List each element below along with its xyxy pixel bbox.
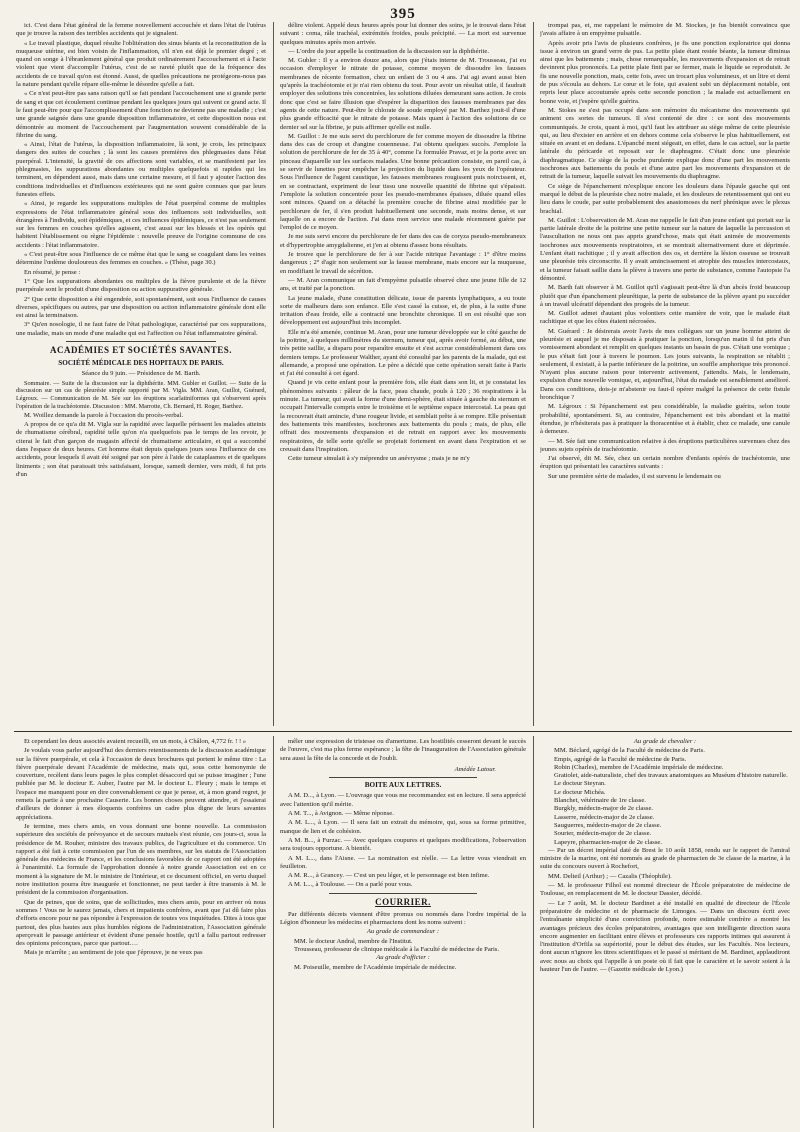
grade-heading: Au grade d'officier : bbox=[376, 954, 430, 962]
paragraph: — Par un décret impérial daté de Brest le 10 août 1858, rendu sur le rapport de l'amiral ministre de la marine, ont été nommés au grade de pharmacien de 3e classe de la marine, à la suite du concours ouvert à Rochefort, bbox=[540, 846, 790, 871]
list-item: Empis, agrégé de la Faculté de médecine de Paris. bbox=[554, 755, 687, 763]
grade-list bbox=[280, 938, 526, 955]
paragraph: M. Guillot : Je me suis servi du perchlorure de fer comme moyen de dissoudre la fibrine dans des cas de croup et d'angine couenneuse. J'ai obtenu quelques succès. J'emploie la solution de perchlorure de fer de 35 à 40°, comme l'a formulée Pravaz, et je la porte avec un pinceau d'aquarelle sur les surfaces malades. Une bonne précaution consiste, en pareil cas, à se servir de lunettes pour empêcher la projection du liquide dans les yeux de l'opérateur. Sous l'influence de l'agent caustique, les fausses membranes rougissent puis noircissent, et, en se contractant, expriment de leur tissu une nouvelle quantité de fibrine qui s'épaissit. J'emploie la solution concentrée pour les pseudo-membranes épaisses, diluée quand elles sont minces. Quand on a détaché la première couche de fibrine ainsi modifiée par le perchlorure de fer, il s'en produit habituellement une seconde, mais moins dense, et sur laquelle on a encore de l'action. J'ai dans mon service une malade récemment guérie par l'emploi de ce moyen. bbox=[280, 132, 526, 232]
top-column-1 bbox=[16, 22, 266, 724]
divider bbox=[329, 893, 477, 894]
paragraph: A propos de ce qu'a dit M. Vigla sur la rapidité avec laquelle périssent les malades atteints de rhumatisme cérébral, rapidité telle qu'on n'a quelquefois pas le temps de les revoir, je citerai le fait d'un garçon de magasin affecté de rhumatisme articulaire, et qui a succombé dans l'espace de deux heures. Cet homme était depuis quelques jours sous l'influence de ces accidents, pour lesquels il avait été soigné par son père à l'aide de cataplasmes et de quelques liniments ; son état paraissait très satisfaisant, lorsque, samedi dernier, vers midi, il fut pris d'un bbox=[16, 421, 266, 478]
letter: A M. T..., à Avignon. — Même réponse. bbox=[288, 810, 394, 818]
paragraph: M. Guérard : Je désirerais avoir l'avis de mes collègues sur un jeune homme atteint de pleurésie et auquel je me disposais à pratiquer la ponction, lorsqu'un matin il fut pris d'un vomissement abondant et remplit en quelques instants un bassin de pus. C'était une vomique ; le pus s'était fait jour à travers le poumon. Les jours suivants, la respiration se rétablit ; seulement, il existait, à la partie inférieure de la poitrine, un souffle amphorique très prononcé. N'ayant plus aucune raison pour intervenir activement, j'attendis. Mais, le lendemain, expulsion d'une nouvelle vomique, et, aujourd'hui, l'état du malade est sensiblement amélioré. Dans ces conditions, dois-je m'abstenir ou faut-il opérer malgré la présence de cette fistule bronchique ? bbox=[540, 327, 790, 402]
list-item: Le docteur Steyran. bbox=[554, 780, 606, 788]
paragraph: M. Gubler : Il y a environ douze ans, alors que j'étais interne de M. Trousseau, j'ai eu occasion d'employer le nitrate de potasse, comme moyen de dissoudre les fausses membranes de récente formation, chez un enfant de 3 ou 4 ans. J'ai agi avant aussi bien qu'après la trachéotomie et je n'ai rien obtenu du tout. Pour avoir un résultat utile, il faudrait employer des solutions très concentrées, les solutions diluées demeurant sans action. Je crois donc que c'est se faire illusion que d'espérer la disparition des fausses membranes par des agents de cette nature. Peut-être le chlorate de soude employé par M. Barthez jouit-il d'une plus grande efficacité que le nitrate de potasse. Mais quant à l'action des solutions de ce dernier sel sur la fibrine, je puis affirmer qu'elle est nulle. bbox=[280, 57, 526, 131]
list-item: Lapeyre, pharmacien-major de 2e classe. bbox=[554, 838, 663, 846]
paragraph: M. Woillez demande la parole à l'occasion du procès-verbal. bbox=[24, 411, 184, 419]
bottom-column-2 bbox=[280, 738, 526, 1128]
paragraph: La jeune malade, d'une constitution délicate, issue de parents lymphatiques, a eu toute sorte de malheurs dans son enfance. Elle s'est cassé la cuisse, et, de plus, à la suite d'une irritation d'eau froide, elle a contracté une bronchite chronique. Il en est résulté que son développement est aujourd'hui très incomplet. bbox=[280, 294, 526, 327]
society-title: SOCIÉTÉ MÉDICALE DES HOPITAUX DE PARIS. bbox=[58, 358, 224, 367]
grade-heading: Au grade de commandeur : bbox=[366, 928, 440, 936]
paragraph: M. Stokes ne s'est pas occupé dans son mémoire du mécanisme des mouvements qui animent ces sortes de tumeurs. Il s'est contenté de dire : ce sont des mouvements communiqués. Je crois, quant à moi, qu'il faut les attribuer au siège même de cette pleurésie qui, au lieu d'exister en arrière et en dehors comme cela s'observe le plus habituellement, est située en avant et en dedans. L'épanché ment siégeait, en effet, dans le cas actuel, sur la partie latérale du péricarde et reposait sur le diaphragme. C'était donc une pleurésie diaphragmatique. Ce siège de la poche purulente explique donc d'une part les mouvements isochrones aux battements du pouls et d'une autre part les mouvements d'expansion et de retrait de la tumeur, laquelle suivait les mouvements du diaphragme. bbox=[540, 106, 790, 181]
list-item: MM. le docteur Andral, membre de l'Institut. bbox=[294, 937, 413, 945]
page-number: 395 bbox=[390, 6, 416, 22]
top-column-3 bbox=[540, 22, 790, 724]
letter: A M. L..., à Lyon. — Il sera fait un extrait du mémoire, qui, sous sa forme primitive, manque de lien et de cohésion. bbox=[280, 819, 526, 835]
signature: Amédée Latour. bbox=[454, 765, 496, 773]
letter: A M. B..., à Furzac. — Avec quelques coupures et quelques modifications, l'observation sera toujours opportune. A bientôt. bbox=[280, 836, 526, 853]
list-item: Le docteur Michéa. bbox=[554, 788, 606, 796]
paragraph: — Le 7 août, M. le docteur Bardinet a été installé en qualité de directeur de l'École préparatoire de médecine et de pharmacie de Limoges. — Dans un discours écrit avec l'entraînante simplicité d'une conviction profonde, notre estimable confrère a montré les avantages précieux des écoles préparatoires, avantages que son intelligente direction saura encore augmenter en facilitant entre élèves et professeurs ces rapports intimes qui assurent à l'institution d'Orfila sa supériorité, pour le début des études, sur les Facultés. Nos lecteurs, dont aucun n'ignore les titres scientifiques et le passé si méritant de M. Bardinet, applaudiront avec nous au choix qui l'appelle à un poste où il fait que le caractère et le savoir soient à la hauteur l'un de l'autre. — (Gazette médicale de Lyon.) bbox=[540, 899, 790, 974]
letter: A M. L..., dans l'Aisne. — La nomination est réelle. — La lettre vous viendrait en feuilleton. bbox=[280, 854, 526, 870]
column-rule bbox=[273, 22, 274, 726]
paragraph: Quand je vis cette enfant pour la première fois, elle était dans son lit, et je constatai les phénomènes suivants : pâleur de la face, peau chaude, pouls à 120 ; 36 respirations à la minute. La tumeur, qui avait la forme d'une demi-sphère, était située à gauche du sternum et occupait l'intervalle compris entre le troisième et le septième espace intercostal. La peau qui la recouvrait était amincie, d'une rougeur livide, et semblait prête à se rompre. Elle présentait des battements très manifestes, isochrones aux battements du pouls ; mais, de plus, elle offrait des mouvements d'expansion et de retrait en rapport avec les mouvements respiratoires, de telle sorte qu'elle se projetait fortement en avant dans l'expiration et se creusait dans l'inspiration. bbox=[280, 379, 526, 453]
grade-list bbox=[540, 747, 790, 847]
session-line: Séance du 9 juin. — Présidence de M. Barth. bbox=[81, 370, 201, 378]
paragraph: 2° Que cette disposition a été engendrée, soit spontanément, soit sous l'influence de causes diverses, spécifiques ou autres, par une disposition ou action inflammatoire générale dont elle est ainsi la terminaison. bbox=[16, 295, 266, 320]
list-item: Blanchet, vétérinaire de 1re classe. bbox=[554, 797, 646, 805]
top-column-2 bbox=[280, 22, 526, 724]
letter: A M. R..., à Grancey. — C'est un peu léger, et le personnage est bien infime. bbox=[288, 872, 490, 880]
letter: A M. D..., à Lyon. — L'ouvrage que vous me recommandez est en lecture. Il sera apprécié avec l'attention qu'il mérite. bbox=[280, 792, 526, 808]
paragraph: « Le travail plastique, duquel résulte l'oblitération des sinus béants et la reconstitution de la muqueuse utérine, est bien voisin de l'inflammation, s'il n'en est déjà le premier degré ; et quand on songe à l'ébranlement général que produit ordinairement l'accouchement et à l'acte violent que vient d'accomplir l'utérus, c'est de se rareté plutôt que de la fréquence des accidents de ce travail qu'on est étonné. Aussi, de quelles précautions ne protégeons-nous pas la nature pendant qu'elle répare elle-même le désordre qu'elle a fait. bbox=[16, 39, 266, 89]
paragraph: Je termine, mes chers amis, en vous donnant une bonne nouvelle. La commission supérieure des sociétés de prévoyance et de secours mutuels s'est réunie, ces jours-ci, sous la présidence de M. Rouher, ministre des travaux publics, de l'agriculture et du commerce. Un rapport a été fait à cette commission par l'un de ses membres, sur les statuts de l'Association générale des médecins de France, et les conclusions favorables de ce rapport ont été adoptées à l'unanimité. La formule de l'approbation donnée à notre grande Association est en ce moment à la signature de M. le ministre de l'intérieur, et ce document officiel, en vertu duquel notre institution pourra être inaugurée et fonctionner, ne peut tarder à être transmis à M. le président de la commission d'organisation. bbox=[16, 822, 266, 897]
paragraph: Je me suis servi encore du perchlorure de fer dans des cas de coryza pseudo-membraneux et d'hypertrophie amygdalienne, et j'en ai obtenu d'assez bons résultats. bbox=[280, 233, 526, 249]
list-item: Lasserre, médecin-major de 2e classe. bbox=[554, 813, 655, 821]
paragraph: Je voulais vous parler aujourd'hui des derniers retentissements de la discussion académique sur la fièvre puerpérale, et cela à l'occasion de deux brochures qui portent le même titre : La fièvre puerpérale devant l'Académie de médecine, mais qui, sous cette homonymie de couverture, recèlent dans leurs pages le plus complet désaccord qui se puisse imaginer ; l'une publiée par M. le docteur E. Auber, l'autre par M. le docteur L. Fleury ; mais le temps et l'espace me manquent pour en dire convenablement ce que je pense, et, à mon grand regret, je remets la partie à une prochaine Causerie. Les bonnes choses peuvent attendre, et j'essaierai d'ailleurs de donner à mes éloquents confrères un cadre plus digne de leurs savantes appréciations. bbox=[16, 747, 266, 821]
column-rule bbox=[273, 736, 274, 1128]
paragraph: mêler une expression de tristesse ou d'amertume. Les hostilités cesseront devant le succès de l'œuvre, c'est ma plus ferme espérance ; la fête de l'inauguration de l'Association générale sera aussi la fête de la concorde et de l'oubli. bbox=[280, 738, 526, 762]
paragraph: Sur une première série de malades, il est survenu le lendemain ou bbox=[548, 472, 721, 480]
paragraph: Par différents décrets viennent d'être promus ou nommés dans l'ordre impérial de la Légion d'honneur les médecins et pharmaciens dont les noms suivent : bbox=[280, 910, 526, 927]
divider bbox=[66, 341, 216, 342]
section-title: ACADÉMIES ET SOCIÉTÉS SAVANTES. bbox=[49, 344, 233, 355]
paragraph: MM. Delteil (Arthur) ; — Cazalis (Théophile). bbox=[548, 872, 672, 880]
paragraph: — L'ordre du jour appelle la continuation de la discussion sur la diphthérite. bbox=[288, 47, 489, 55]
paragraph: « Ainsi, je regarde les suppurations multiples de l'état puerpéral comme de multiples expressions de l'état inflammatoire général sous des influences soit individuelles, soit étrangères à l'individu, soit épidémiques, et ces influences épidémiques, ce n'est pas seulement sur les femmes en couches qu'elles agissent, c'est aussi sur les blessés et les opérés qui habitent l'établissement ou règne l'épidémie : nouvelle preuve de l'origine commune de ces accidents : l'état inflammatoire. bbox=[16, 200, 266, 249]
paragraph: délire violent. Appelé deux heures après pour lui donner des soins, je le trouvai dans l'état suivant : coma, râle trachéal, extrémités froides, pouls précipité. — La mort est survenue quelques minutes après mon arrivée. bbox=[280, 22, 526, 46]
paragraph: — M. le professeur Filhol est nommé directeur de l'École préparatoire de médecine de Toulouse, en remplacement de M. le docteur Dassier, décédé. bbox=[540, 882, 790, 898]
grade-heading: Au grade de chevalier : bbox=[633, 738, 697, 745]
paragraph: 1° Que les suppurations abondantes ou multiples de la fièvre purulente et de la fièvre puerpérale sont le produit d'une disposition ou action suppurative générale. bbox=[16, 277, 266, 294]
paragraph: « Ainsi, l'état de l'utérus, la disposition inflammatoire, là sont, je crois, les principaux dangers des suites de couches ; là sont les causes premières des phlegmasies dans l'état puerpéral. L'intensité, la gravité de ces affections sont variables, et se manifestent par les phlegmasies, les suppurations abondantes ou multiples quelquefois si rapides qui les terminent, en dépendent aussi, mais dans une certaine mesure, et il faut y ajouter l'action des conditions individuelles et d'influences extérieures qui ne sont guère connues que par leurs funestes effets. bbox=[16, 141, 266, 198]
paragraph: J'ai observé, dit M. Sée, chez un certain nombre d'enfants opérés de trachéotomie, une éruption qui présentait les caractères suivants : bbox=[540, 455, 790, 471]
paragraph: ici. C'est dans l'état général de la femme nouvellement accouchée et dans l'état de l'utérus que je trouve la raison des terribles accidents qui je signalent. bbox=[16, 22, 266, 38]
paragraph: En résumé, je pense : bbox=[24, 268, 81, 276]
grade-list bbox=[280, 964, 526, 972]
divider bbox=[329, 777, 477, 778]
paragraph: M. Barth fait observer à M. Guillot qu'il s'agissait peut-être là d'un abcès froid beaucoup plutôt que d'un épanchement pleurétique, la perte de substance de la plèvre ayant pu succéder à un travail ulcératif dépendant des progrès de la tumeur. bbox=[540, 284, 790, 308]
column-rule bbox=[533, 736, 534, 1128]
paragraph: Cette tumeur simulait à s'y méprendre un anévrysme ; mais je ne m'y bbox=[288, 455, 470, 463]
paragraph: Je trouve que le perchlorure de fer à sur l'acide nitrique l'avantage : 1° d'être moins dangereux ; 2° d'agir non seulement sur la fausse membrane, mais encore sur la muqueuse, en modifiant le travail de sécrétion. bbox=[280, 251, 526, 275]
paragraph: Et cependant les deux associés avaient recueilli, en un mois, à Châlon, 4,772 fr. ! ! » bbox=[24, 738, 247, 745]
feuilleton-divider bbox=[14, 731, 792, 732]
paragraph: Ce siège de l'épanchement m'explique encore les douleurs dans l'épaule gauche qui ont marqué le début de la pleurésie chez notre malade, et les douleurs de retentissement qui ont eu lieu dans le coude, par suite probablement des anastomoses du nerf phrénique avec le plexus brachial. bbox=[540, 182, 790, 215]
bottom-column-3 bbox=[540, 738, 790, 1128]
courrier-title: COURRIER. bbox=[375, 896, 431, 907]
newspaper-page bbox=[14, 0, 792, 1132]
letter: A M. L..., à Toulouse. — On a parlé pour vous. bbox=[288, 881, 413, 889]
paragraph: — M. Aran communique un fait d'empyème pulsatile observé chez une jeune fille de 12 ans, et traité par la ponction. bbox=[280, 276, 526, 293]
list-item: MM. Béclard, agrégé de la Faculté de médecine de Paris. bbox=[554, 747, 705, 755]
paragraph: — M. Sée fait une communication relative à des éruptions particulières survenues chez des jeunes sujets opérés de trachéotomie. bbox=[540, 437, 790, 453]
list-item: M. Poiseuille, membre de l'Académie impériale de médecine. bbox=[294, 963, 457, 971]
summary: Sommaire. — Suite de la discussion sur la diphthérite. MM. Gubler et Guillot. — Suite de la discussion sur un cas de pleurésie simple rapporté par M. Vigla. MM. Aran, Guillot, Guérard, Légroux. — Communication de M. Sée sur les éruptions scarlatiniformes qui s'observent après l'opération de la trachéotomie. Discussion : MM. Marrotte, Ch. Bernard, H. Roger, Barthez. bbox=[16, 379, 266, 410]
paragraph: Mais je m'arrête ; au sentiment de joie que j'éprouve, je ne veux pas bbox=[24, 949, 203, 957]
list-item: Trousseau, professeur de clinique médicale à la Faculté de médecine de Paris. bbox=[294, 945, 500, 953]
paragraph: 3° Qu'en nosologie, il ne faut faire de l'état pathologique, caractérisé par ces suppurations, une maladie, mais un mode d'une maladie qui est l'affection ou l'état inflammatoire général. bbox=[16, 321, 266, 337]
list-item: Sauguerres, médecin-major de 2e classe. bbox=[554, 821, 662, 829]
paragraph: « C'est peut-être sous l'influence de ce même état que le sang se coagulant dans les veines détermine l'œdème douloureux des femmes en couches. » (Thèse, page 30.) bbox=[16, 251, 266, 267]
paragraph: Elle m'a été amenée, continue M. Aran, pour une tumeur développée sur le côté gauche de la poitrine, à quelques millimètres du sternum, tumeur qui, après avoir formé, au début, une très petite saillie, a disparu pour reparaître ensuite et s'est accrue considérablement dans ces derniers temps. Le professeur Walther, ayant été consulté par les parents de la malade, qui est allemande, a proposé une opération. Le père a décidé que cette opération serait faite à Paris et j'ai été consulté à cet égard. bbox=[280, 328, 526, 378]
paragraph: « Ce n'est peut-être pas sans raison qu'il se fait pendant l'accouchement une si grande perte de sang et que cet écoulement continue pendant les quelques jours qui suivent ce grand acte. Il le faut peut-être pour que l'accomplissement d'une fonction ne devienne pas une maladie ; c'est une grande saignée dans une grande disposition inflammatoire, et cette disposition nous est démontrée au moment de l'accouchement par l'augmentation souvent considérable de la fibrine du sang. bbox=[16, 90, 266, 139]
paragraph: M. Guillot admet d'autant plus volontiers cette manière de voir, que le malade était rachitique et que les côtes étaient nécrosées. bbox=[540, 310, 790, 326]
paragraph: Que de peines, que de soins, que de sollicitudes, mes chers amis, pour en arriver où nous sommes ! Vous ne le saurez jamais, chers et impatients confrères, avant que j'ai dû faire plus d'efforts encore pour ne pas répondre à l'expression de toutes vos inquiétudes. Dites à tous que partout, des plus hautes aux plus humbles régions de l'administration, l'Association générale aperçevait le passage antérieur et évident d'une pensée hostile, qu'il a fallu partout redresser des opinions préconçues, parce que partout…. bbox=[16, 898, 266, 948]
column-rule bbox=[533, 22, 534, 726]
col1-paragraphs-a bbox=[16, 22, 266, 338]
paragraph: Après avoir pris l'avis de plusieurs confrères, je fis une ponction exploratrice qui donna issue à environ un grand verre de pus. La petite plaie étant restée béante, la tumeur diminua ainsi que les battements ; mais, chose remarquable, les mouvements d'expansion et de retrait devinrent plus prononcés. La petite plaie finit par se fermer, mais le liquide se reproduisit. Je fis une nouvelle ponction, mais, cette fois, avec un trocart plus volumineux, et un litre et demi de pus s'écoula au dehors. Le cœur et le foie, qui avaient subi un déplacement notable, ont repris leur place accoutumée après cette seconde ponction ; la malade est actuellement en bonne voie, et j'espère qu'elle guérira. bbox=[540, 39, 790, 105]
bottom-column-1 bbox=[16, 738, 266, 1128]
paragraph: trompai pas, et, me rappelant le mémoire de M. Stockes, je fus bientôt convaincu que j'avais affaire à un empyème pulsatile. bbox=[540, 22, 790, 38]
list-item: Robin (Charles), membre de l'Académie impériale de médecine. bbox=[554, 763, 724, 771]
boite-title: BOITE AUX LETTRES. bbox=[364, 781, 442, 790]
list-item: Burgkly, médecin-major de 2e classe. bbox=[554, 805, 654, 813]
list-item: Sourier, médecin-major de 2e classe. bbox=[554, 830, 652, 838]
list-item: Gratiolet, aide-naturaliste, chef des travaux anatomiques au Muséum d'histoire naturelle. bbox=[554, 772, 788, 780]
paragraph: M. Guillot : L'observation de M. Aran me rappelle le fait d'un jeune enfant qui portait sur la partie latérale droite de la poitrine une petite tumeur sur la nature de laquelle la percussion et l'auscultation ne nous ont pas appris grand'chose, mais qui était animée de mouvements isochrones aux mouvements respiratoires, et se montrait alternativement dure et déprimée. L'enfant était rachitique ; il y avait affection des os, et derrière la lésion osseuse se trouvait une pleurésie très circonscrite. Il y avait amincissement et atrophie des muscles intercostaux, et la tumeur faisait saillie dans la plèvre à travers une perte de substance, comme l'autopsie l'a démontré. bbox=[540, 216, 790, 282]
paragraph: M. Légroux : Si l'épanchement est peu considérable, la maladie guérira, selon toute probabilité, spontanément. Si, au contraire, l'épanchement est très abondant et la matité étendue, je n'hésiterais pas à pratiquer la thoracentèse et à établir, chez ce malade, une canule à demeure. bbox=[540, 403, 790, 436]
